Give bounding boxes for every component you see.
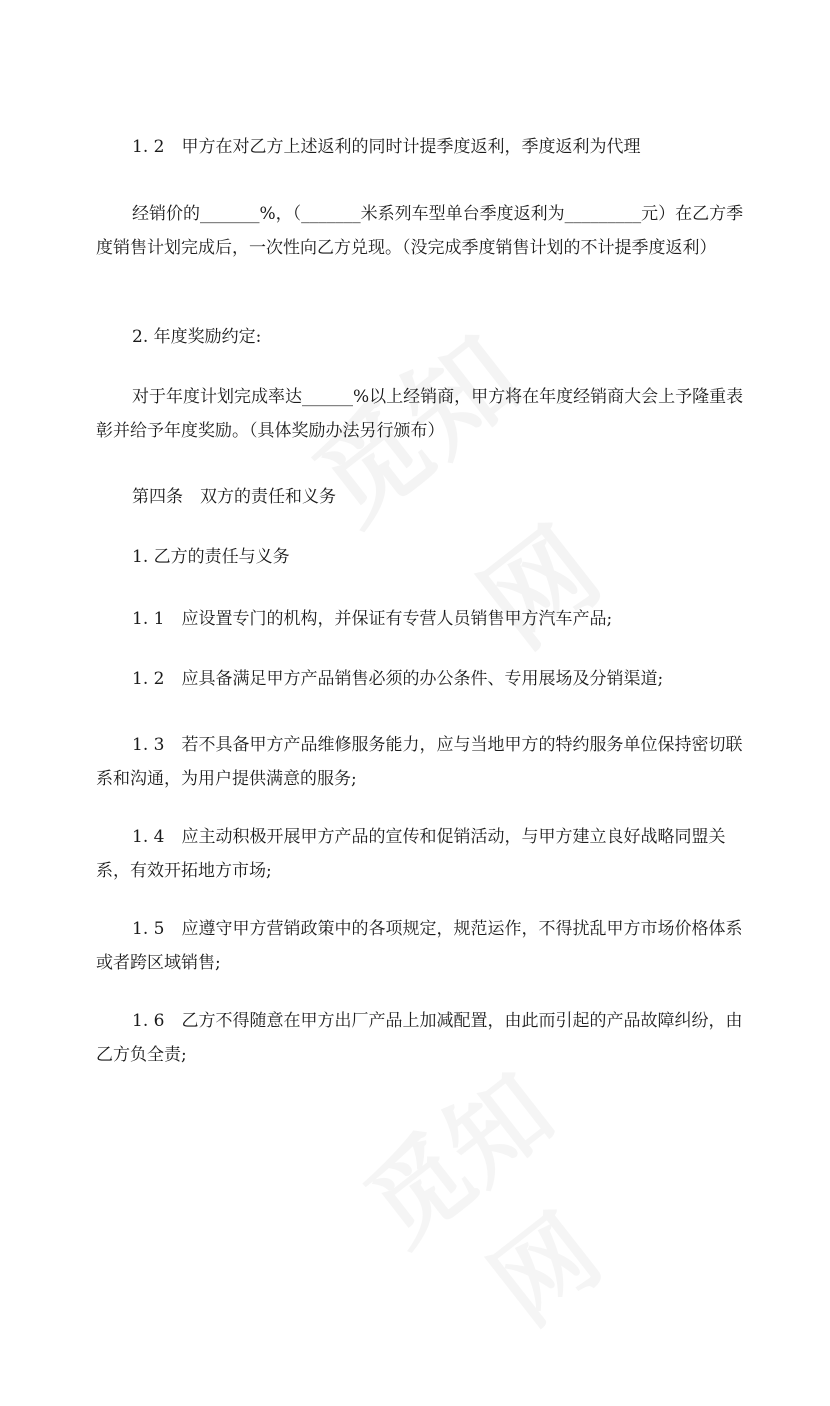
heading-party-b-duties: 1. 乙方的责任与义务 <box>132 547 290 567</box>
clause-1-3: 1. 3 若不具备甲方产品维修服务能力，应与当地甲方的特约服务单位保持密切联系和沟通，为用户提供满意的服务; <box>96 735 743 789</box>
article-four-heading: 第四条 双方的责任和义务 <box>132 487 336 507</box>
clause-1-6: 1. 6 乙方不得随意在甲方出厂产品上加减配置，由此而引起的产品故障纠纷，由乙方负全责; <box>96 1011 743 1065</box>
heading-annual-award: 2. 年度奖励约定: <box>132 327 262 347</box>
paragraph-quarterly-rebate-details: 经销价的_______%，（_______米系列车型单台季度返利为_________元）在乙方季度销售计划完成后，一次性向乙方兑现。（没完成季度销售计划的不计提季度返利） <box>96 204 744 258</box>
clause-1-4: 1. 4 应主动积极开展甲方产品的宣传和促销活动，与甲方建立良好战略同盟关系，有效开拓地方市场; <box>96 827 726 881</box>
paragraph-annual-award-details: 对于年度计划完成率达______%以上经销商，甲方将在年度经销商大会上予隆重表彰并给予年度奖励。（具体奖励办法另行颁布） <box>96 387 744 441</box>
clause-1-5: 1. 5 应遵守甲方营销政策中的各项规定，规范运作，不得扰乱甲方市场价格体系或者跨区域销售; <box>96 919 743 973</box>
clause-1-2-quarterly-rebate: 1. 2 甲方在对乙方上述返利的同时计提季度返利，季度返利为代理 <box>132 137 641 157</box>
clause-1-2: 1. 2 应具备满足甲方产品销售必须的办公条件、专用展场及分销渠道; <box>132 669 664 689</box>
clause-1-1: 1. 1 应设置专门的机构，并保证有专营人员销售甲方汽车产品; <box>132 609 613 629</box>
